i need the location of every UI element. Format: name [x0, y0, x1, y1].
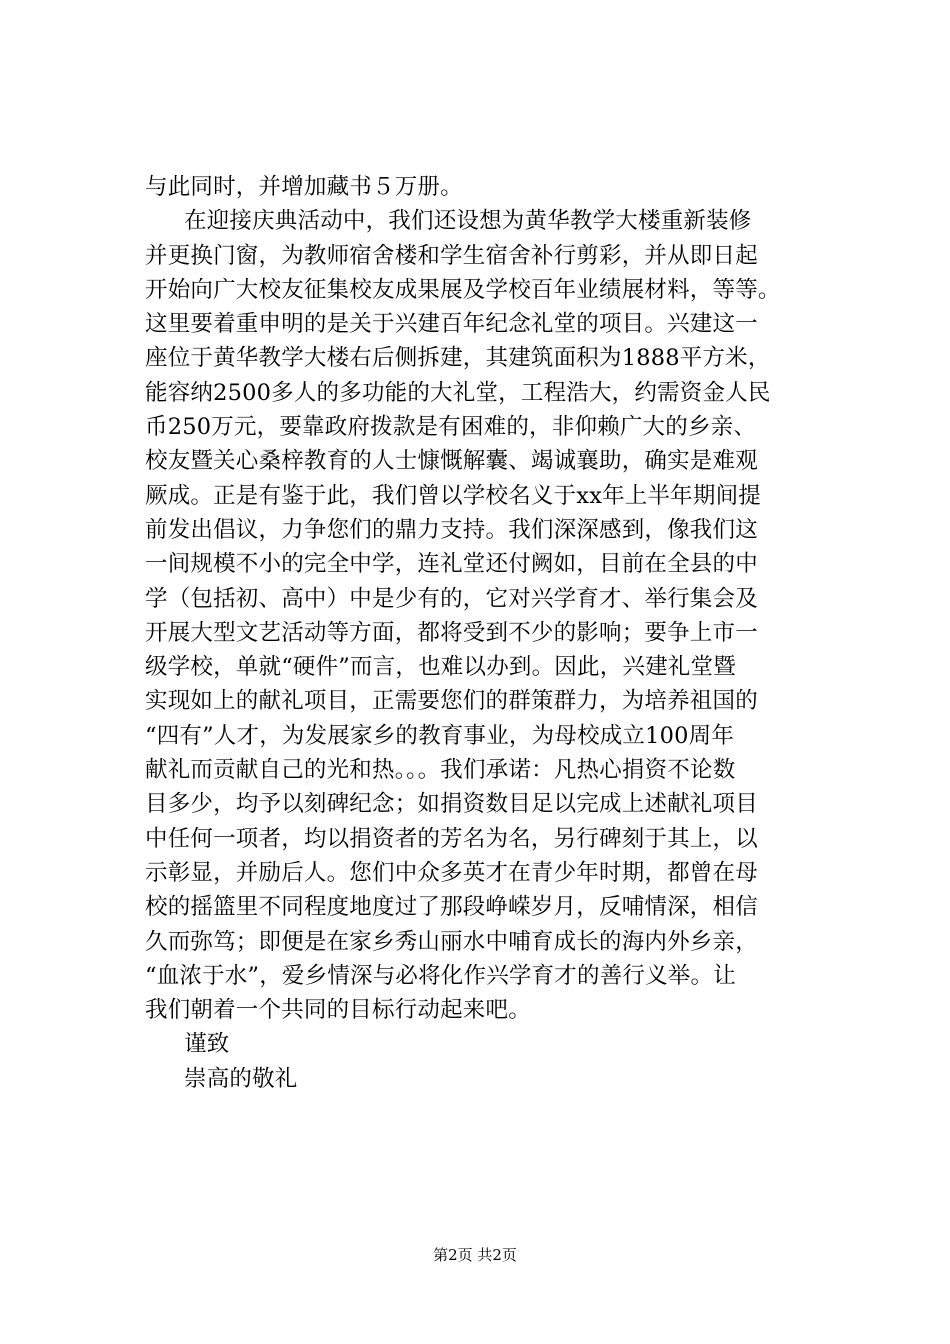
text-line: 中任何一项者，均以捐资者的芳名为名，另行碑刻于其上，以 — [145, 825, 758, 852]
text-line: 开展大型文艺活动等方面，都将受到不少的影响；要争上市一 — [145, 619, 758, 646]
text-line: 校的摇篮里不同程度地度过了那段峥嵘岁月，反哺情深，相信 — [145, 894, 758, 921]
text-line: 校友暨关心桑梓教育的人士慷慨解囊、竭诚襄助，确实是难观 — [145, 448, 758, 475]
text-line: “四有”人才，为发展家乡的教育事业，为母校成立100周年 — [145, 722, 735, 749]
text-line: 这里要着重申明的是关于兴建百年纪念礼堂的项目。兴建这一 — [145, 311, 758, 338]
text-line: 厥成。正是有鉴于此，我们曾以学校名义于xx年上半年期间提 — [145, 482, 761, 509]
text-line: 座位于黄华教学大楼右后侧拆建，其建筑面积为1888平方米， — [145, 345, 771, 372]
text-line: 开始向广大校友征集校友成果展及学校百年业绩展材料，等等。 — [145, 276, 781, 303]
text-line: 久而弥笃；即便是在家乡秀山丽水中哺育成长的海内外乡亲， — [145, 928, 758, 955]
text-line: 学（包括初、高中）中是少有的，它对兴学育才、举行集会及 — [145, 585, 758, 612]
closing-regards: 崇高的敬礼 — [184, 1065, 298, 1092]
page-number-label: 第2页 共2页 — [433, 1246, 517, 1264]
text-line: 并更换门窗，为教师宿舍楼和学生宿舍补行剪彩，并从即日起 — [145, 242, 758, 269]
text-line: “血浓于水”，爱乡情深与必将化作兴学育才的善行义举。让 — [145, 962, 736, 989]
page-footer — [0, 1245, 950, 1265]
text-line: 示彰显，并励后人。您们中众多英才在青少年时期，都曾在母 — [145, 859, 758, 886]
text-line: 前发出倡议，力争您们的鼎力支持。我们深深感到，像我们这 — [145, 516, 758, 543]
text-line: 我们朝着一个共同的目标行动起来吧。 — [145, 997, 531, 1024]
text-line: 在迎接庆典活动中，我们还设想为黄华教学大楼重新装修 — [184, 208, 752, 235]
text-line: 能容纳2500多人的多功能的大礼堂，工程浩大，约需资金人民 — [145, 379, 771, 406]
letter-body — [145, 170, 860, 1096]
text-line: 献礼而贡献自己的光和热。。。我们承诺：凡热心捐资不论数 — [145, 757, 736, 784]
text-line: 与此同时，并增加藏书５万册。 — [145, 174, 463, 200]
text-line: 目多少，均予以刻碑纪念；如捐资数目足以完成上述献礼项目 — [145, 791, 758, 818]
text-line: 一间规模不小的完全中学，连礼堂还付阙如，目前在全县的中 — [145, 551, 758, 578]
text-line: 实现如上的献礼项目，正需要您们的群策群力，为培养祖国的 — [145, 688, 758, 715]
closing-salutation: 谨致 — [184, 1031, 230, 1058]
text-line: 币250万元，要靠政府拨款是有困难的，非仰赖广大的乡亲、 — [145, 414, 757, 441]
text-line: 级学校，单就“硬件”而言，也难以办到。因此，兴建礼堂暨 — [145, 654, 736, 681]
